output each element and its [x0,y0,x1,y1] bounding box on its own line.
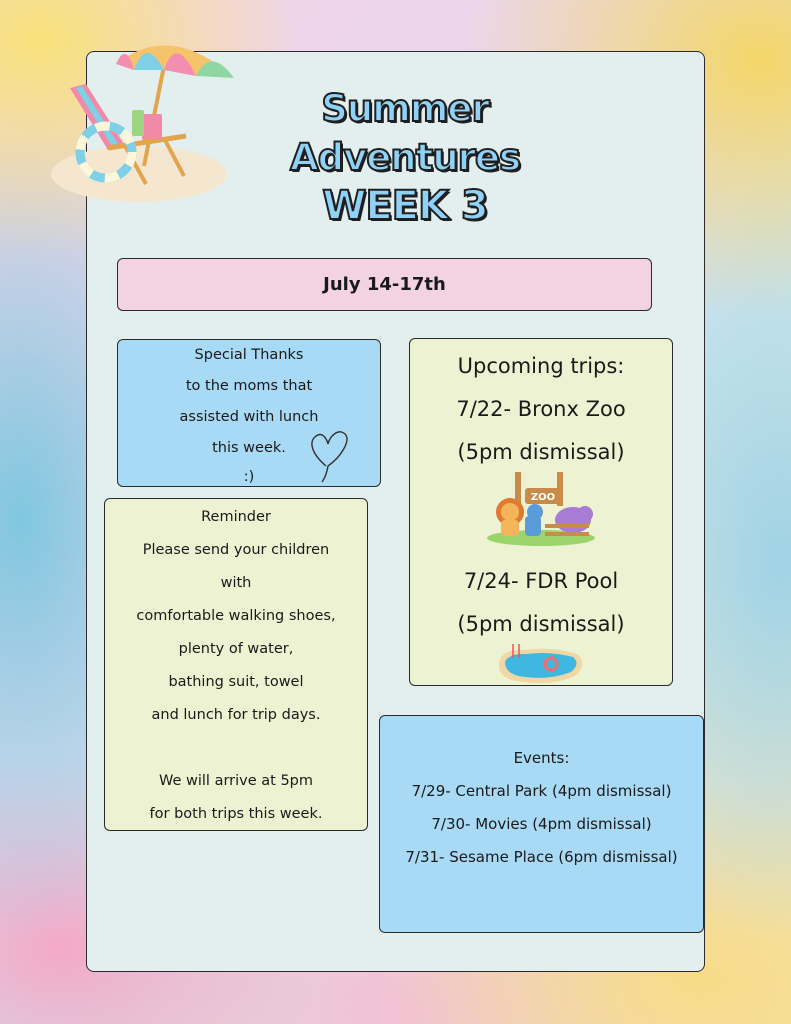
reminder-note-line: We will arrive at 5pm [159,773,313,789]
title-line-3: WEEK 3 [322,183,488,229]
reminder-note-line: for both trips this week. [149,806,323,822]
reminder-line: and lunch for trip days. [151,707,321,723]
reminder-line: plenty of water, [178,641,294,657]
title-line-2: Adventures [289,136,521,179]
reminder-box [104,498,368,831]
events-heading: Events: [513,749,570,767]
reminder-line: with [220,575,252,591]
reminder-line: Please send your children [142,542,330,558]
zoo-animals-icon [485,468,601,548]
date-range-banner [117,258,652,311]
zoo-sign-text: ZOO [530,492,556,503]
thanks-line: assisted with lunch [179,409,319,425]
trips-heading: Upcoming trips: [457,354,625,378]
reminder-line: comfortable walking shoes, [136,608,336,624]
page-title [240,84,570,231]
trip-2-note: (5pm dismissal) [457,612,625,636]
event-item: 7/30- Movies (4pm dismissal) [431,815,652,833]
events-box [379,715,704,933]
event-item: 7/31- Sesame Place (6pm dismissal) [405,848,678,866]
thanks-line: :) [243,469,255,485]
beach-chair-umbrella-icon [46,26,236,206]
trip-2-name: 7/24- FDR Pool [463,569,619,593]
thanks-line: this week. [212,440,286,456]
heart-icon [306,428,350,484]
thanks-line: Special Thanks [194,347,304,363]
thanks-line: to the moms that [185,378,313,394]
event-item: 7/29- Central Park (4pm dismissal) [411,782,672,800]
reminder-line: Reminder [201,509,271,525]
title-line-1: Summer [321,87,489,130]
date-range-text: July 14-17th [323,274,446,295]
reminder-line: bathing suit, towel [168,674,304,690]
pool-icon [493,640,589,688]
trip-1-note: (5pm dismissal) [457,440,625,464]
trip-1-name: 7/22- Bronx Zoo [456,397,626,421]
